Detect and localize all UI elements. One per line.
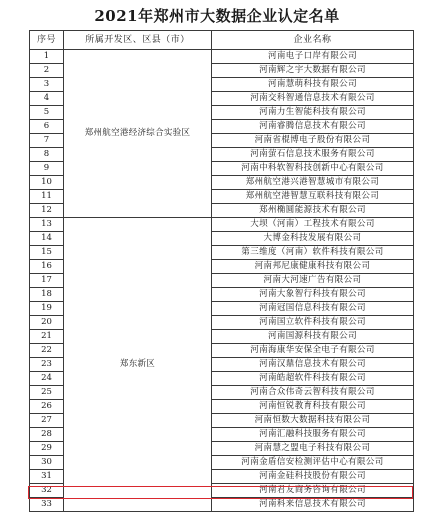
header-row xyxy=(30,31,414,50)
row-number: 23 xyxy=(30,358,64,372)
company-name: 河南合众伟奇云智科技有限公司 xyxy=(212,386,414,400)
company-name: 河南萤石信息技术服务有限公司 xyxy=(212,148,414,162)
row-number: 16 xyxy=(30,260,64,274)
header-district: 所属开发区、区县（市） xyxy=(64,31,212,50)
company-name: 河南慧萌科技有限公司 xyxy=(212,78,414,92)
row-number: 30 xyxy=(30,456,64,470)
company-name: 河南科来信息技术有限公司 xyxy=(212,498,414,512)
row-number: 7 xyxy=(30,134,64,148)
company-list-table xyxy=(29,30,414,512)
row-number: 19 xyxy=(30,302,64,316)
row-number: 28 xyxy=(30,428,64,442)
company-name: 郑州航空港兴港智慧城市有限公司 xyxy=(212,176,414,190)
table-row xyxy=(30,50,414,64)
table-header xyxy=(30,31,414,50)
district-cell: 郑东新区 xyxy=(64,218,212,512)
company-name: 河南睿腾信息技术有限公司 xyxy=(212,120,414,134)
row-number: 15 xyxy=(30,246,64,260)
company-name: 河南汉鼎信息技术有限公司 xyxy=(212,358,414,372)
row-number: 32 xyxy=(30,484,64,498)
row-number: 20 xyxy=(30,316,64,330)
company-name: 第三维度（河南）软件科技有限公司 xyxy=(212,246,414,260)
company-name: 河南电子口岸有限公司 xyxy=(212,50,414,64)
row-number: 6 xyxy=(30,120,64,134)
company-name: 河南交科智通信息技术有限公司 xyxy=(212,92,414,106)
row-number: 10 xyxy=(30,176,64,190)
company-name: 河南中科软智科技创新中心有限公司 xyxy=(212,162,414,176)
row-number: 17 xyxy=(30,274,64,288)
header-no: 序号 xyxy=(30,31,64,50)
row-number: 31 xyxy=(30,470,64,484)
company-name: 河南金硅科技股份有限公司 xyxy=(212,470,414,484)
row-number: 8 xyxy=(30,148,64,162)
row-number: 18 xyxy=(30,288,64,302)
row-number: 3 xyxy=(30,78,64,92)
row-number: 1 xyxy=(30,50,64,64)
row-number: 33 xyxy=(30,498,64,512)
table-row xyxy=(30,218,414,232)
company-name: 河南邦尼康健康科技有限公司 xyxy=(212,260,414,274)
company-name: 河南海康华安保全电子有限公司 xyxy=(212,344,414,358)
row-number: 24 xyxy=(30,372,64,386)
row-number: 4 xyxy=(30,92,64,106)
row-number: 13 xyxy=(30,218,64,232)
company-name: 河南恒锐教育科技有限公司 xyxy=(212,400,414,414)
row-number: 14 xyxy=(30,232,64,246)
company-name: 大坝（河南）工程技术有限公司 xyxy=(212,218,414,232)
company-name: 河南省棍博电子股份有限公司 xyxy=(212,134,414,148)
company-name: 河南汇融科技服务有限公司 xyxy=(212,428,414,442)
company-name: 河南金盾信安检测评估中心有限公司 xyxy=(212,456,414,470)
company-name: 河南国立软件科技有限公司 xyxy=(212,316,414,330)
row-number: 11 xyxy=(30,190,64,204)
row-number: 12 xyxy=(30,204,64,218)
company-name: 河南冠国信息科技有限公司 xyxy=(212,302,414,316)
company-name: 河南慧之盟电子科技有限公司 xyxy=(212,442,414,456)
company-name: 大博金科技发展有限公司 xyxy=(212,232,414,246)
company-name: 河南国源科技有限公司 xyxy=(212,330,414,344)
company-name: 河南皓超软件科技有限公司 xyxy=(212,372,414,386)
row-number: 22 xyxy=(30,344,64,358)
company-name: 河南恒数大数据科技有限公司 xyxy=(212,414,414,428)
header-company: 企业名称 xyxy=(212,31,414,50)
row-number: 9 xyxy=(30,162,64,176)
company-name: 河南辉之宇大数据有限公司 xyxy=(212,64,414,78)
company-name: 郑州椭圆能源技术有限公司 xyxy=(212,204,414,218)
table-body xyxy=(30,50,414,512)
row-number: 25 xyxy=(30,386,64,400)
company-name: 郑州航空港智慧互联科技有限公司 xyxy=(212,190,414,204)
district-cell: 郑州航空港经济综合实验区 xyxy=(64,50,212,218)
company-name: 河南力生智能科技有限公司 xyxy=(212,106,414,120)
row-number: 21 xyxy=(30,330,64,344)
row-number: 29 xyxy=(30,442,64,456)
row-number: 26 xyxy=(30,400,64,414)
company-name: 河南大河速广告有限公司 xyxy=(212,274,414,288)
row-number: 2 xyxy=(30,64,64,78)
company-name: 河南君友商务咨询有限公司 xyxy=(212,484,414,498)
page-title: 2021年郑州市大数据企业认定名单 xyxy=(94,7,340,25)
row-number: 27 xyxy=(30,414,64,428)
row-number: 5 xyxy=(30,106,64,120)
company-name: 河南大象智行科技有限公司 xyxy=(212,288,414,302)
